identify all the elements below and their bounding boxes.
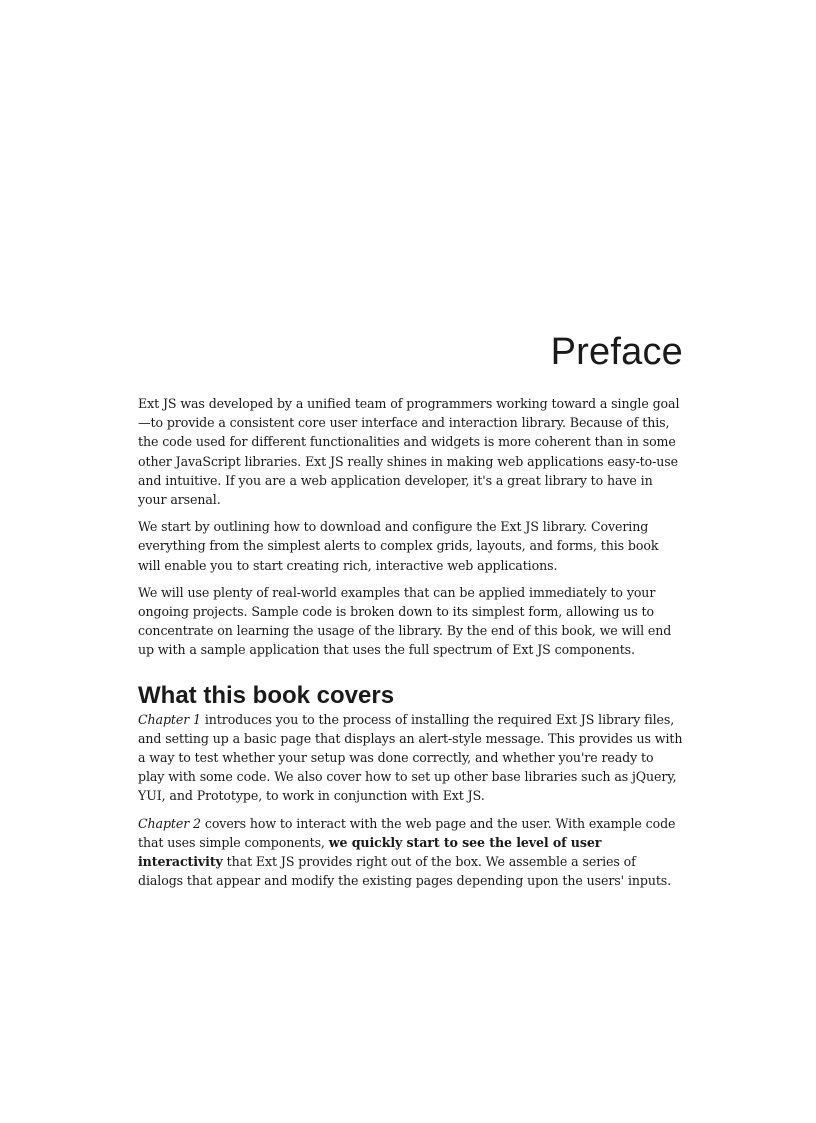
chapter-2-text-after: that Ext JS provides right out of the box. We assemble a series of dialogs that appear and modify the existing pages depending upon the users' inputs.: [138, 854, 672, 889]
chapter-2-emphasis: we quickly start to see the level of user interactivity: [138, 834, 602, 870]
section-heading-covers: What this book covers: [138, 681, 395, 709]
chapter-1-text: introduces you to the process of installing the required Ext JS library files, and setting up a basic page that displays an alert-style message. This provides us with a way to test whether your setup was done correctly, and whether you're ready to play with some code. We also cover how to set up other base libraries such as jQuery, YUI, and Prototype, to work in conjunction with Ext JS.: [138, 711, 683, 804]
chapter-title: Preface: [550, 331, 683, 373]
intro-paragraph-3: We will use plenty of real-world examples that can be applied immediately to your ongoing projects. Sample code is broken down to its simplest form, allowing us to concentrate on learning the usage of the library. By the end of this book, we will end up with a sample application that uses the full spectrum of Ext JS components.: [138, 584, 672, 658]
intro-paragraph-2: We start by outlining how to download and configure the Ext JS library. Covering everything from the simplest alerts to complex grids, layouts, and forms, this book will enable you to start creating rich, interactive web applications.: [138, 519, 659, 573]
chapter-2-text-before: covers how to interact with the web page and the user. With example code that uses simple components,: [138, 815, 676, 850]
chapter-1-summary: [138, 710, 683, 806]
chapter-2-summary: [138, 814, 683, 891]
book-page: [138, 330, 683, 898]
chapter-1-ref: Chapter 1: [138, 711, 201, 727]
chapter-2-ref: Chapter 2: [138, 815, 201, 831]
intro-paragraph-1: Ext JS was developed by a unified team of programmers working toward a single goal—to provide a consistent core user interface and interaction library. Because of this, the code used for different functionalities and widgets is more coherent than in some other JavaScript libraries. Ext JS really shines in making web applications easy-to-use and intuitive. If you are a web application developer, it's a great library to have in your arsenal.: [138, 396, 680, 508]
